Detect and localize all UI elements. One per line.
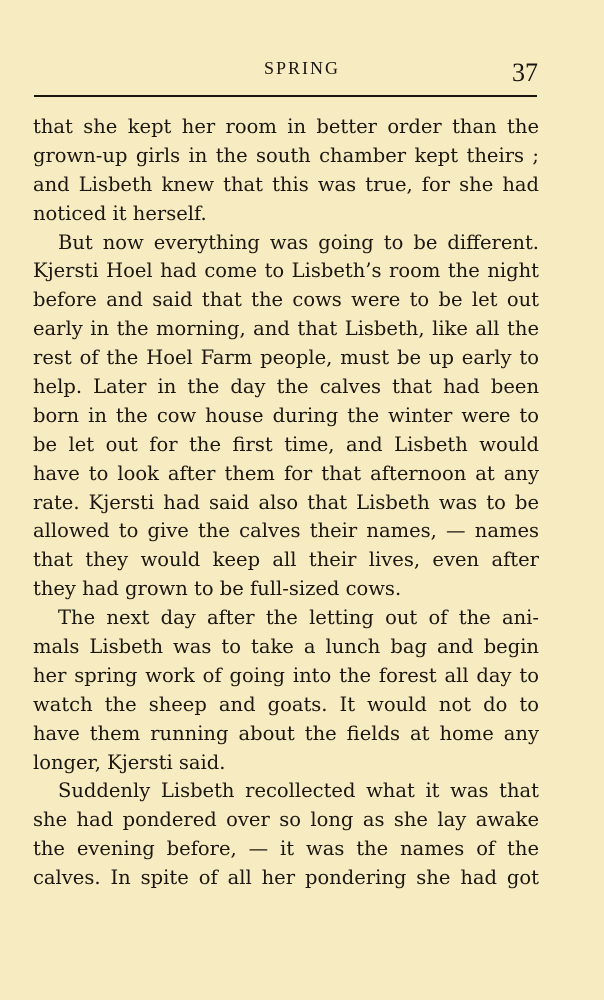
body-text xyxy=(33,113,539,893)
text-line: noticed it herself. xyxy=(33,201,207,225)
page-number: 37 xyxy=(512,58,538,87)
text-line: the evening before, — it was the names of the xyxy=(33,837,539,861)
text-line: be let out for the first time, and Lisbeth would xyxy=(33,432,539,456)
text-line: The next day after the letting out of the ani- xyxy=(58,606,539,630)
text-line: rate. Kjersti had said also that Lisbeth was to be xyxy=(33,490,539,514)
text-line: calves. In spite of all her pondering she had got xyxy=(33,866,539,890)
text-line: help. Later in the day the calves that had been xyxy=(33,375,539,399)
text-line: grown-up girls in the south chamber kept theirs ; xyxy=(33,143,539,167)
text-line: and Lisbeth knew that this was true, for she had xyxy=(33,172,539,196)
text-line: early in the morning, and that Lisbeth, like all the xyxy=(33,317,539,341)
text-line: that they would keep all their lives, even after xyxy=(33,548,539,572)
text-line: allowed to give the calves their names, — names xyxy=(33,519,539,543)
text-line: rest of the Hoel Farm people, must be up early to xyxy=(33,346,539,370)
text-line: Kjersti Hoel had come to Lisbeth’s room the night xyxy=(33,259,539,283)
text-line: have them running about the fields at home any xyxy=(33,721,539,745)
text-line: But now everything was going to be different. xyxy=(58,230,539,254)
text-line: Suddenly Lisbeth recollected what it was that xyxy=(58,779,539,803)
text-line: longer, Kjersti said. xyxy=(33,750,226,774)
text-line: watch the sheep and goats. It would not do to xyxy=(33,692,539,716)
text-line: before and said that the cows were to be let out xyxy=(33,288,539,312)
text-line: her spring work of going into the forest all day to xyxy=(33,663,539,687)
running-title: SPRING xyxy=(263,58,341,78)
text-line: mals Lisbeth was to take a lunch bag and begin xyxy=(33,635,539,659)
text-line: born in the cow house during the winter were to xyxy=(33,403,539,427)
text-line: have to look after them for that afternoon at any xyxy=(33,461,539,485)
text-line: they had grown to be full-sized cows. xyxy=(33,577,402,601)
header-rule xyxy=(34,95,537,97)
text-line: she had pondered over so long as she lay awake xyxy=(33,808,539,832)
text-line: that she kept her room in better order than the xyxy=(33,115,539,138)
